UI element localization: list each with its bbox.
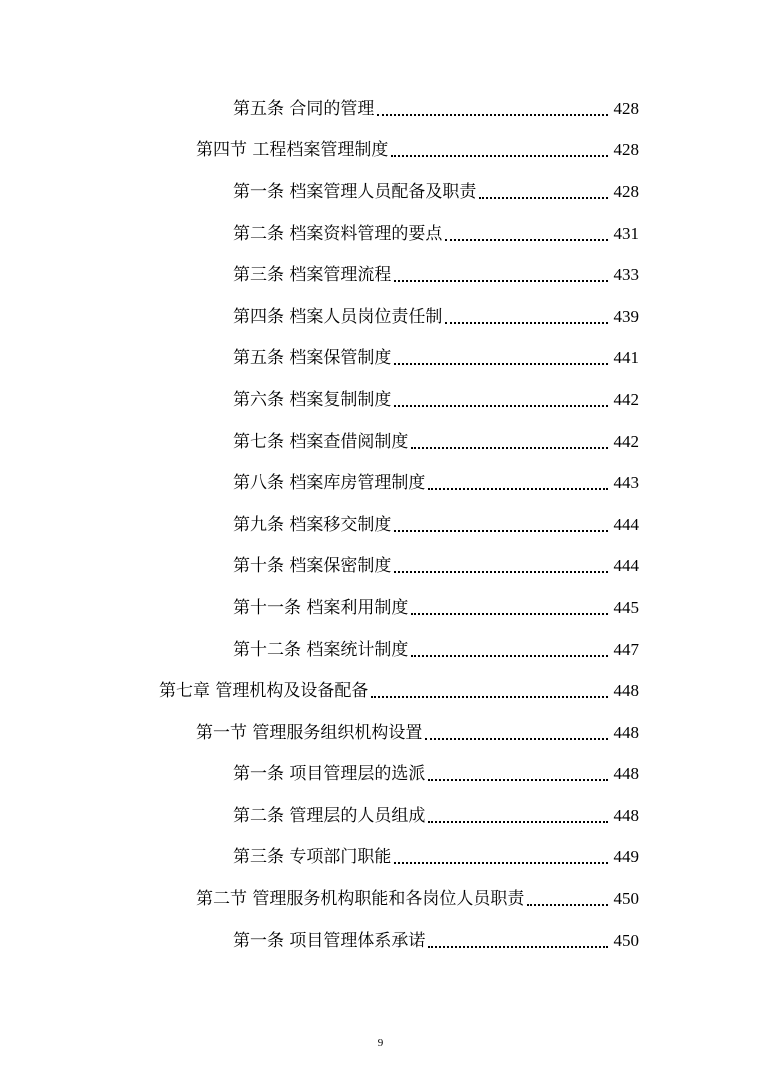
toc-entry-title: 第五条 合同的管理 (233, 98, 375, 119)
toc-entry-title: 第二节 管理服务机构职能和各岗位人员职责 (196, 889, 525, 910)
toc-entry-page: 428 (613, 98, 639, 118)
toc-dot-leader (445, 307, 608, 327)
toc-entry[interactable] (0, 296, 761, 338)
toc-entry[interactable] (0, 462, 761, 504)
toc-entry-page: 448 (613, 805, 639, 825)
toc-dot-leader (371, 681, 608, 701)
toc-entry-title: 第五条 档案保管制度 (233, 348, 392, 369)
toc-entry[interactable] (0, 254, 761, 296)
toc-dot-leader (411, 640, 608, 660)
toc-entry-title: 第三条 档案管理流程 (233, 265, 392, 286)
toc-dot-leader (428, 931, 608, 951)
toc-entry-title: 第三条 专项部门职能 (233, 847, 392, 868)
toc-entry[interactable] (0, 213, 761, 255)
toc-entry[interactable] (0, 88, 761, 130)
toc-entry-page: 439 (613, 306, 639, 326)
toc-dot-leader (428, 764, 608, 784)
toc-entry[interactable] (0, 920, 761, 962)
toc-entry-title: 第七条 档案查借阅制度 (233, 431, 409, 452)
toc-dot-leader (411, 432, 608, 452)
toc-entry-page: 445 (613, 597, 639, 617)
toc-entry-page: 450 (613, 889, 639, 909)
toc-entry[interactable] (0, 795, 761, 837)
toc-dot-leader (394, 348, 608, 368)
toc-entry[interactable] (0, 171, 761, 213)
table-of-contents (0, 88, 761, 961)
toc-entry[interactable] (0, 338, 761, 380)
toc-entry-page: 431 (613, 223, 639, 243)
toc-entry-page: 449 (613, 847, 639, 867)
toc-entry-page: 433 (613, 265, 639, 285)
toc-entry-title: 第四节 工程档案管理制度 (196, 140, 389, 161)
toc-entry-page: 442 (613, 431, 639, 451)
toc-entry[interactable] (0, 587, 761, 629)
toc-entry[interactable] (0, 629, 761, 671)
toc-entry-title: 第九条 档案移交制度 (233, 514, 392, 535)
toc-entry[interactable] (0, 754, 761, 796)
toc-entry[interactable] (0, 837, 761, 879)
toc-entry-page: 441 (613, 348, 639, 368)
toc-entry[interactable] (0, 504, 761, 546)
toc-entry-title: 第六条 档案复制制度 (233, 389, 392, 410)
toc-dot-leader (411, 598, 608, 618)
toc-dot-leader (425, 723, 608, 743)
toc-entry-page: 450 (613, 930, 639, 950)
toc-entry-title: 第十二条 档案统计制度 (233, 639, 409, 660)
toc-dot-leader (391, 140, 608, 160)
page-number: 9 (377, 1037, 384, 1049)
toc-entry-title: 第四条 档案人员岗位责任制 (233, 306, 443, 327)
toc-entry[interactable] (0, 546, 761, 588)
toc-entry-page: 428 (613, 140, 639, 160)
toc-entry-page: 444 (613, 556, 639, 576)
toc-dot-leader (394, 847, 608, 867)
toc-entry[interactable] (0, 379, 761, 421)
toc-entry-title: 第一条 档案管理人员配备及职责 (233, 181, 477, 202)
toc-entry-page: 448 (613, 681, 639, 701)
toc-entry[interactable] (0, 130, 761, 172)
toc-dot-leader (445, 224, 608, 244)
toc-entry-page: 443 (613, 473, 639, 493)
toc-entry-title: 第二条 管理层的人员组成 (233, 805, 426, 826)
toc-dot-leader (377, 99, 608, 119)
toc-entry-title: 第十一条 档案利用制度 (233, 597, 409, 618)
toc-dot-leader (479, 182, 608, 202)
toc-dot-leader (428, 806, 608, 826)
toc-entry-title: 第二条 档案资料管理的要点 (233, 223, 443, 244)
toc-entry-title: 第一条 项目管理层的选派 (233, 764, 426, 785)
toc-entry-page: 448 (613, 722, 639, 742)
toc-entry-page: 447 (613, 639, 639, 659)
toc-entry-title: 第七章 管理机构及设备配备 (159, 681, 369, 702)
toc-entry[interactable] (0, 670, 761, 712)
toc-dot-leader (394, 556, 608, 576)
toc-entry-page: 448 (613, 764, 639, 784)
toc-dot-leader (428, 473, 608, 493)
toc-entry-page: 442 (613, 389, 639, 409)
toc-entry-title: 第八条 档案库房管理制度 (233, 473, 426, 494)
toc-entry[interactable] (0, 712, 761, 754)
toc-entry-title: 第一条 项目管理体系承诺 (233, 930, 426, 951)
toc-entry-title: 第十条 档案保密制度 (233, 556, 392, 577)
toc-entry-title: 第一节 管理服务组织机构设置 (196, 722, 423, 743)
toc-dot-leader (394, 390, 608, 410)
toc-entry[interactable] (0, 421, 761, 463)
toc-dot-leader (394, 265, 608, 285)
toc-entry-page: 428 (613, 181, 639, 201)
toc-dot-leader (394, 515, 608, 535)
toc-entry-page: 444 (613, 514, 639, 534)
toc-dot-leader (527, 889, 608, 909)
toc-entry[interactable] (0, 878, 761, 920)
